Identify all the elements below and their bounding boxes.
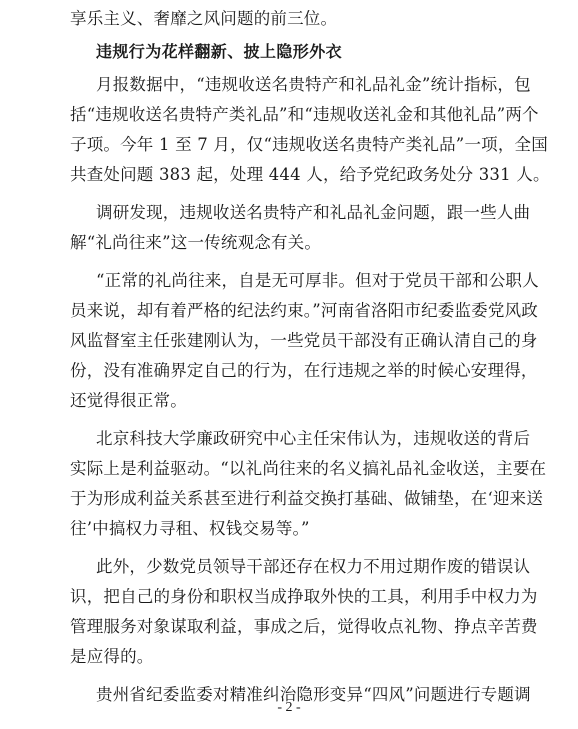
text-line-14: 北京科技大学廉政研究中心主任宋伟认为，违规收送的背后	[96, 429, 531, 448]
text-line-6: 共查处问题 383 起，处理 444 人，给予党纪政务处分 331 人。	[70, 165, 550, 184]
text-line-13: 还觉得很正常。	[70, 391, 187, 410]
text-line-17: 往’中搞权力寻租、权钱交易等。”	[70, 519, 310, 538]
text-line-3: 月报数据中，“违规收送名贵特产和礼品礼金”统计指标，包	[96, 75, 531, 94]
text-line-11: 风监督室主任张建刚认为，一些党员干部没有正确认清自己的身	[70, 331, 538, 350]
text-line-22: 贵州省纪委监委对精准纠治隐形变异“四风”问题进行专题调	[96, 685, 531, 704]
text-line-21: 是应得的。	[70, 647, 154, 666]
text-line-8: 解“礼尚往来”这一传统观念有关。	[70, 233, 322, 252]
text-line-9: “正常的礼尚往来，自是无可厚非。但对于党员干部和公职人	[96, 271, 539, 290]
text-line-4: 括“违规收送名贵特产类礼品”和“违规收送礼金和其他礼品”两个	[70, 105, 539, 124]
text-line-7: 调研发现，违规收送名贵特产和礼品礼金问题，跟一些人曲	[96, 203, 531, 222]
text-line-1: 享乐主义、奢靡之风问题的前三位。	[70, 9, 338, 28]
text-line-18: 此外，少数党员领导干部还存在权力不用过期作废的错误认	[96, 557, 531, 576]
text-line-19: 识，把自己的身份和职权当成挣取外快的工具，利用手中权力为	[70, 587, 538, 606]
text-line-10: 员来说，却有着严格的纪法约束。”河南省洛阳市纪委监委党风政	[70, 301, 538, 320]
text-line-12: 份，没有准确界定自己的行为，在行违规之举的时候心安理得，	[70, 361, 538, 380]
text-line-5: 子项。今年 1 至 7 月，仅“违规收送名贵特产类礼品”一项，全国	[70, 135, 548, 154]
text-line-20: 管理服务对象谋取利益，事成之后，觉得收点礼物、挣点辛苦费	[70, 617, 538, 636]
section-heading: 违规行为花样翻新、披上隐形外衣	[96, 42, 343, 61]
text-line-15: 实际上是利益驱动。“以礼尚往来的名义搞礼品礼金收送，主要在	[70, 459, 547, 478]
text-line-16: 于为形成利益关系甚至进行利益交换打基础、做铺垫，在‘迎来送	[70, 489, 544, 508]
page-number: - 2 -	[277, 700, 301, 715]
